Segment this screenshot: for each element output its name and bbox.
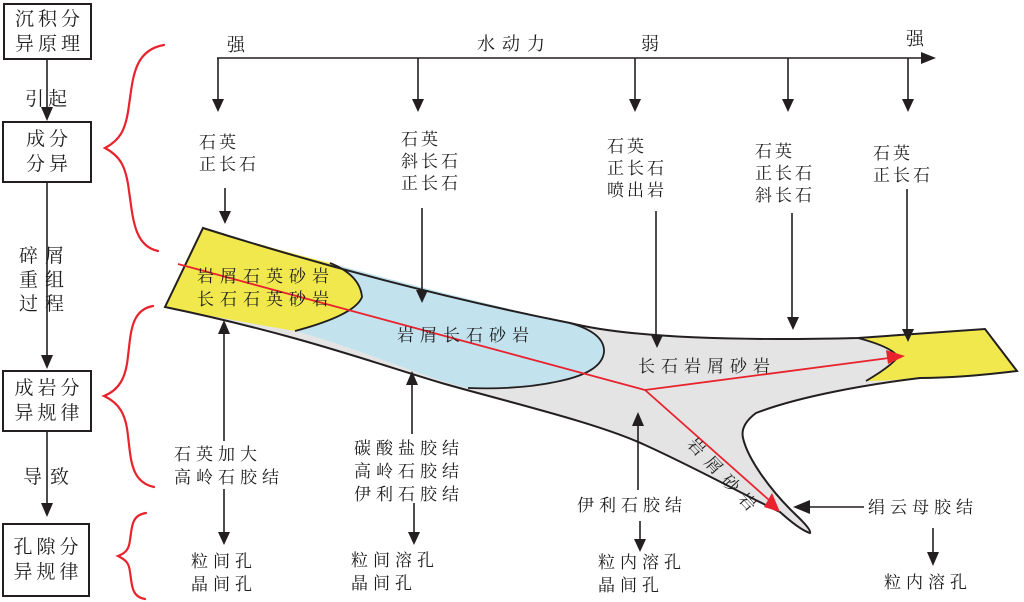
mineral-column-3	[607, 136, 667, 202]
pore-line: 晶间孔	[351, 574, 417, 593]
rock-label-gray: 长石岩屑砂岩	[638, 357, 776, 376]
flow-box-line: 成分	[25, 129, 72, 150]
pore-label-1	[191, 550, 257, 596]
hydro-axis-arrowhead	[921, 52, 936, 64]
flow-box-line: 异原理	[14, 33, 84, 55]
axis-label-weak: 弱	[641, 34, 659, 54]
sericite-arrowhead	[793, 500, 810, 514]
flow-link-label-daozhi: 导致	[23, 467, 78, 488]
pore-line: 粒间孔	[191, 552, 257, 571]
mineral-line: 石英	[401, 130, 441, 149]
flow-box-line: 异规律	[14, 403, 84, 424]
mineral-line: 石英	[755, 142, 795, 161]
pore-label-4	[884, 571, 972, 594]
mineral-column-1	[199, 132, 259, 176]
mineral-column-2	[401, 129, 461, 195]
cement-line: 高岭石胶结	[354, 462, 464, 481]
axis-label-strong-right: 强	[906, 29, 924, 49]
mineral-line: 正长石	[873, 166, 933, 185]
pore-line: 晶间孔	[191, 575, 257, 594]
rock-label-blue: 岩屑长石砂岩	[397, 326, 535, 345]
mineral-line: 斜长石	[755, 186, 815, 205]
pore-line: 晶间孔	[598, 576, 664, 595]
flow-box-line: 异规律	[13, 562, 83, 583]
flow-link-line: 过程	[19, 294, 72, 315]
mineral-column-4	[755, 141, 815, 207]
flow-box-diagenesis-law	[2, 370, 92, 432]
rock-label-tail: 岩屑砂岩	[683, 434, 766, 521]
mineral-line: 正长石	[401, 174, 461, 193]
flow-box-sediment-principle	[3, 3, 92, 60]
cement-line: 高岭石胶结	[174, 468, 284, 487]
flow-link-line: 重组	[19, 270, 72, 291]
flow-link-label-yinqi: 引起	[25, 89, 72, 110]
mineral-line: 正长石	[199, 155, 259, 174]
mineral-line: 喷出岩	[607, 181, 667, 200]
brace-composition	[105, 45, 164, 251]
cement-label-2	[354, 437, 464, 506]
pore-line: 粒间溶孔	[351, 551, 439, 570]
mineral-line: 石英	[607, 137, 647, 156]
flow-link-label-detrital-process	[19, 245, 71, 317]
flow-box-line: 成岩分	[14, 378, 84, 399]
flow-box-line: 分异	[25, 154, 72, 175]
pore-label-3	[598, 551, 686, 597]
mineral-line: 石英	[199, 133, 239, 152]
cement-line: 石英加大	[174, 445, 262, 464]
rock-label-yellow-left	[197, 265, 335, 311]
rock-label-line: 长石石英砂岩	[197, 290, 335, 309]
cement-line: 伊利石胶结	[577, 496, 687, 515]
rock-label-line: 岩屑石英砂岩	[197, 267, 335, 286]
brace-diagenesis	[104, 306, 154, 487]
axis-label-strong-left: 强	[227, 35, 245, 55]
axis-title-hydrodynamics: 水动力	[477, 34, 552, 54]
cement-line: 碳酸盐胶结	[354, 439, 464, 458]
pore-label-2	[351, 549, 439, 595]
cement-label-3	[577, 494, 687, 517]
brace-porosity	[118, 513, 146, 599]
cement-label-sericite	[868, 496, 978, 519]
flow-box-porosity-law	[2, 523, 90, 597]
mineral-line: 正长石	[755, 164, 815, 183]
mineral-line: 斜长石	[401, 152, 461, 171]
mineral-column-5	[873, 143, 933, 187]
cement-line: 绢云母胶结	[868, 498, 978, 517]
flow-box-line: 沉积分	[14, 8, 84, 30]
mineral-line: 石英	[873, 144, 913, 163]
flow-box-composition-differentiation	[2, 121, 92, 183]
pore-line: 粒内溶孔	[598, 553, 686, 572]
flow-link-line: 碎屑	[19, 246, 72, 267]
mineral-line: 正长石	[607, 159, 667, 178]
cement-line: 伊利石胶结	[354, 485, 464, 504]
pore-line: 粒内溶孔	[884, 573, 972, 592]
cement-label-1	[174, 443, 284, 489]
flow-box-line: 孔隙分	[13, 537, 83, 558]
hydro-drop-arrows	[212, 58, 914, 112]
